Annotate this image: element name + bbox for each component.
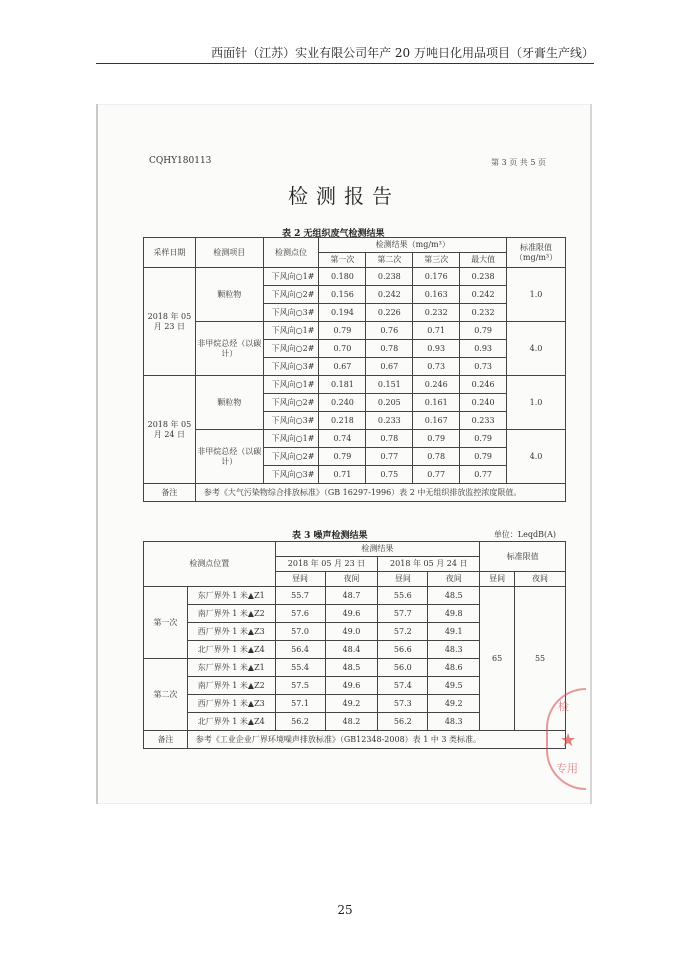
header-day-0: 昼间 <box>275 572 325 587</box>
value-cell: 0.240 <box>319 394 366 412</box>
test-point-cell: 下风向○2# <box>263 394 319 412</box>
limit-night-cell: 55 <box>515 587 566 731</box>
header-night-1: 夜间 <box>325 572 378 587</box>
noise-value-cell: 57.4 <box>378 677 428 695</box>
header-limit: 标准限值 <box>480 542 566 572</box>
noise-value-cell: 57.0 <box>275 623 325 641</box>
header-rule <box>96 63 594 64</box>
round-label-cell: 第二次 <box>144 659 188 731</box>
value-cell: 0.77 <box>366 448 413 466</box>
limit-cell: 4.0 <box>507 430 566 484</box>
table2-data-row <box>144 376 566 394</box>
noise-value-cell: 49.8 <box>428 605 480 623</box>
value-cell: 0.163 <box>413 286 460 304</box>
note-text: 参考《大气污染物综合排放标准》（GB 16297-1996）表 2 中无组织排放监控浓度限值。 <box>195 484 565 502</box>
value-cell: 0.161 <box>413 394 460 412</box>
value-cell: 0.233 <box>460 412 507 430</box>
value-cell: 0.151 <box>366 376 413 394</box>
table2-header-row <box>144 238 566 253</box>
value-cell: 0.67 <box>366 358 413 376</box>
table3-unit: 单位：LeqdB(A) <box>493 530 556 539</box>
noise-value-cell: 48.5 <box>428 587 480 605</box>
test-point-cell: 下风向○3# <box>263 466 319 484</box>
value-cell: 0.238 <box>366 268 413 286</box>
value-cell: 0.71 <box>413 322 460 340</box>
header-standard-limit: 标准限值（mg/m³） <box>507 238 566 268</box>
header-sub-3: 第三次 <box>413 253 460 268</box>
noise-value-cell: 55.4 <box>275 659 325 677</box>
noise-value-cell: 57.1 <box>275 695 325 713</box>
value-cell: 0.167 <box>413 412 460 430</box>
note-label: 备注 <box>144 484 196 502</box>
scanned-report-page <box>96 104 592 804</box>
test-item-cell: 颗粒物 <box>195 268 263 322</box>
value-cell: 0.79 <box>319 448 366 466</box>
value-cell: 0.176 <box>413 268 460 286</box>
limit-cell: 4.0 <box>507 322 566 376</box>
value-cell: 0.242 <box>366 286 413 304</box>
header-location: 检测点位置 <box>144 542 276 587</box>
table3-data-row <box>144 587 566 605</box>
header-test-point: 检测点位 <box>263 238 319 268</box>
header-test-result: 检测结果（mg/m³） <box>319 238 507 253</box>
noise-value-cell: 48.3 <box>428 713 480 731</box>
value-cell: 0.246 <box>460 376 507 394</box>
limit-cell: 1.0 <box>507 268 566 322</box>
noise-value-cell: 49.6 <box>325 605 378 623</box>
header-date-2: 2018 年 05 月 24 日 <box>378 557 480 572</box>
value-cell: 0.71 <box>319 466 366 484</box>
value-cell: 0.73 <box>460 358 507 376</box>
value-cell: 0.240 <box>460 394 507 412</box>
noise-value-cell: 48.7 <box>325 587 378 605</box>
noise-value-cell: 57.5 <box>275 677 325 695</box>
value-cell: 0.93 <box>413 340 460 358</box>
report-title: 检测报告 <box>288 184 400 208</box>
limit-cell: 1.0 <box>507 376 566 430</box>
table3-header-row-1 <box>144 542 566 557</box>
test-point-cell: 下风向○2# <box>263 448 319 466</box>
header-day-4: 昼间 <box>480 572 515 587</box>
value-cell: 0.79 <box>413 430 460 448</box>
header-night-5: 夜间 <box>515 572 566 587</box>
noise-value-cell: 49.6 <box>325 677 378 695</box>
stamp-text-top: 检 <box>558 700 569 713</box>
value-cell: 0.194 <box>319 304 366 322</box>
sampling-date-cell: 2018 年 05 月 23 日 <box>144 268 196 376</box>
value-cell: 0.75 <box>366 466 413 484</box>
value-cell: 0.238 <box>460 268 507 286</box>
value-cell: 0.233 <box>366 412 413 430</box>
noise-value-cell: 57.6 <box>275 605 325 623</box>
value-cell: 0.226 <box>366 304 413 322</box>
value-cell: 0.232 <box>460 304 507 322</box>
value-cell: 0.77 <box>460 466 507 484</box>
star-icon: ★ <box>560 730 577 751</box>
header-day-2: 昼间 <box>378 572 428 587</box>
noise-value-cell: 49.2 <box>325 695 378 713</box>
table2-note-row <box>144 484 566 502</box>
round-label-cell: 第一次 <box>144 587 188 659</box>
value-cell: 0.218 <box>319 412 366 430</box>
value-cell: 0.79 <box>460 448 507 466</box>
value-cell: 0.74 <box>319 430 366 448</box>
value-cell: 0.77 <box>413 466 460 484</box>
noise-value-cell: 48.4 <box>325 641 378 659</box>
test-point-cell: 下风向○1# <box>263 376 319 394</box>
header-sampling-date: 采样日期 <box>144 238 196 268</box>
header-date-1: 2018 年 05 月 23 日 <box>275 557 378 572</box>
test-point-cell: 下风向○1# <box>263 268 319 286</box>
value-cell: 0.79 <box>460 430 507 448</box>
noise-value-cell: 49.0 <box>325 623 378 641</box>
value-cell: 0.156 <box>319 286 366 304</box>
noise-point-cell: 东厂界外 1 米▲Z1 <box>187 659 275 677</box>
table3-caption: 表 3 噪声检测结果 <box>292 531 368 541</box>
limit-day-cell: 65 <box>480 587 515 731</box>
test-item-cell: 非甲烷总烃（以碳计） <box>195 322 263 376</box>
noise-value-cell: 56.0 <box>378 659 428 677</box>
noise-point-cell: 西厂界外 1 米▲Z3 <box>187 695 275 713</box>
noise-table <box>143 541 566 749</box>
noise-value-cell: 57.2 <box>378 623 428 641</box>
noise-value-cell: 48.3 <box>428 641 480 659</box>
noise-value-cell: 56.6 <box>378 641 428 659</box>
header-result: 检测结果 <box>275 542 480 557</box>
header-sub-4: 最大值 <box>460 253 507 268</box>
value-cell: 0.78 <box>413 448 460 466</box>
header-sub-1: 第一次 <box>319 253 366 268</box>
value-cell: 0.76 <box>366 322 413 340</box>
noise-point-cell: 南厂界外 1 米▲Z2 <box>187 605 275 623</box>
table2-data-row <box>144 322 566 340</box>
table3-note-row <box>144 731 566 749</box>
noise-point-cell: 东厂界外 1 米▲Z1 <box>187 587 275 605</box>
test-point-cell: 下风向○3# <box>263 358 319 376</box>
value-cell: 0.93 <box>460 340 507 358</box>
value-cell: 0.79 <box>319 322 366 340</box>
noise-value-cell: 56.2 <box>275 713 325 731</box>
noise-value-cell: 56.2 <box>378 713 428 731</box>
test-point-cell: 下风向○1# <box>263 322 319 340</box>
note-text: 参考《工业企业厂界环境噪声排放标准》（GB12348-2008）表 1 中 3 类标准。 <box>187 731 565 749</box>
test-item-cell: 颗粒物 <box>195 376 263 430</box>
noise-value-cell: 48.6 <box>428 659 480 677</box>
value-cell: 0.246 <box>413 376 460 394</box>
noise-point-cell: 西厂界外 1 米▲Z3 <box>187 623 275 641</box>
note-label: 备注 <box>144 731 188 749</box>
table2-data-row <box>144 268 566 286</box>
noise-value-cell: 49.5 <box>428 677 480 695</box>
noise-value-cell: 55.7 <box>275 587 325 605</box>
value-cell: 0.242 <box>460 286 507 304</box>
value-cell: 0.70 <box>319 340 366 358</box>
page-header: 西面针（江苏）实业有限公司年产 20 万吨日化用品项目（牙膏生产线） <box>211 46 594 60</box>
document-code: CQHY180113 <box>149 156 212 166</box>
noise-value-cell: 49.1 <box>428 623 480 641</box>
value-cell: 0.79 <box>460 322 507 340</box>
page-indicator: 第 3 页 共 5 页 <box>491 158 546 167</box>
test-item-cell: 非甲烷总烃（以碳计） <box>195 430 263 484</box>
noise-value-cell: 49.2 <box>428 695 480 713</box>
noise-value-cell: 55.6 <box>378 587 428 605</box>
value-cell: 0.232 <box>413 304 460 322</box>
sampling-date-cell: 2018 年 05 月 24 日 <box>144 376 196 484</box>
header-night-3: 夜间 <box>428 572 480 587</box>
value-cell: 0.205 <box>366 394 413 412</box>
scan-edge-right <box>590 104 592 804</box>
noise-point-cell: 北厂界外 1 米▲Z4 <box>187 713 275 731</box>
noise-point-cell: 南厂界外 1 米▲Z2 <box>187 677 275 695</box>
noise-value-cell: 57.7 <box>378 605 428 623</box>
table2-caption: 表 2 无组织废气检测结果 <box>282 229 385 239</box>
stamp-text-bottom: 专用 <box>556 762 578 775</box>
noise-point-cell: 北厂界外 1 米▲Z4 <box>187 641 275 659</box>
value-cell: 0.73 <box>413 358 460 376</box>
scan-edge-left <box>96 104 98 804</box>
noise-value-cell: 48.2 <box>325 713 378 731</box>
test-point-cell: 下风向○2# <box>263 286 319 304</box>
table2-data-row <box>144 430 566 448</box>
test-point-cell: 下风向○3# <box>263 304 319 322</box>
test-point-cell: 下风向○1# <box>263 430 319 448</box>
noise-value-cell: 56.4 <box>275 641 325 659</box>
test-point-cell: 下风向○2# <box>263 340 319 358</box>
value-cell: 0.67 <box>319 358 366 376</box>
header-sub-2: 第二次 <box>366 253 413 268</box>
noise-value-cell: 48.5 <box>325 659 378 677</box>
noise-value-cell: 57.3 <box>378 695 428 713</box>
test-point-cell: 下风向○3# <box>263 412 319 430</box>
page-number: 25 <box>337 903 353 917</box>
value-cell: 0.181 <box>319 376 366 394</box>
exhaust-gas-table <box>143 237 566 502</box>
header-test-item: 检测项目 <box>195 238 263 268</box>
value-cell: 0.78 <box>366 340 413 358</box>
value-cell: 0.78 <box>366 430 413 448</box>
value-cell: 0.180 <box>319 268 366 286</box>
